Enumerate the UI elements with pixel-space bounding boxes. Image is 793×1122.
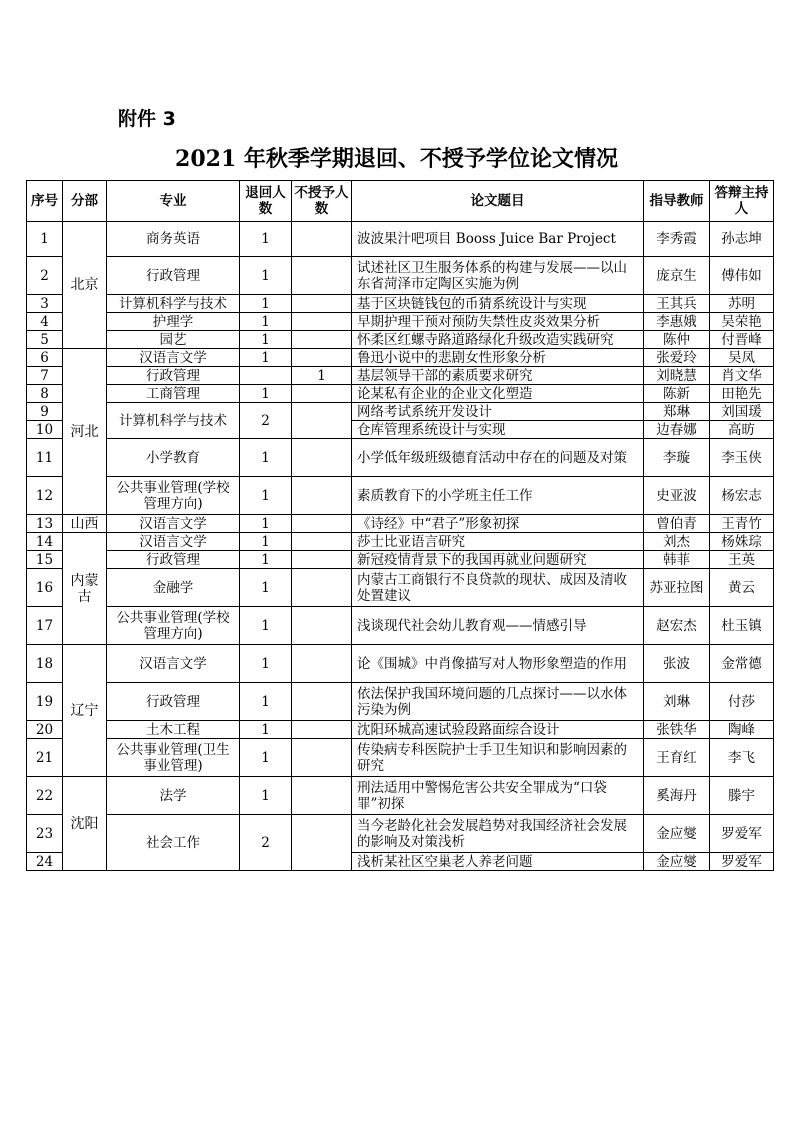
denied-count: 1	[292, 367, 352, 385]
thesis-title: 传染病专科医院护士手卫生知识和影响因素的研究	[352, 739, 644, 777]
returned-count: 2	[240, 403, 292, 439]
advisor-cell: 曾伯青	[644, 515, 710, 533]
thesis-title: 仓库管理系统设计与实现	[352, 421, 644, 439]
row-number: 11	[27, 439, 63, 477]
advisor-cell: 郑琳	[644, 403, 710, 421]
table-row	[27, 313, 774, 331]
host-cell: 金常德	[710, 645, 774, 683]
thesis-title: 试述社区卫生服务体系的构建与发展——以山东省菏泽市定陶区实施为例	[352, 257, 644, 295]
returned-count: 1	[240, 295, 292, 313]
denied-count	[292, 295, 352, 313]
host-cell: 孙志坤	[710, 222, 774, 257]
returned-count	[240, 367, 292, 385]
advisor-cell: 刘晓慧	[644, 367, 710, 385]
returned-count: 1	[240, 777, 292, 815]
major-cell: 土木工程	[107, 721, 240, 739]
table-row	[27, 367, 774, 385]
major-cell: 护理学	[107, 313, 240, 331]
row-number: 9	[27, 403, 63, 421]
thesis-title: 网络考试系统开发设计	[352, 403, 644, 421]
table-row	[27, 439, 774, 477]
row-number: 5	[27, 331, 63, 349]
row-number: 16	[27, 569, 63, 607]
returned-count: 1	[240, 349, 292, 367]
row-number: 8	[27, 385, 63, 403]
advisor-cell: 奚海丹	[644, 777, 710, 815]
advisor-cell: 金应燮	[644, 853, 710, 871]
row-number: 2	[27, 257, 63, 295]
advisor-cell: 赵宏杰	[644, 607, 710, 645]
returned-count: 1	[240, 607, 292, 645]
major-cell: 工商管理	[107, 385, 240, 403]
thesis-title: 莎士比亚语言研究	[352, 533, 644, 551]
returned-count: 1	[240, 385, 292, 403]
host-cell: 苏明	[710, 295, 774, 313]
advisor-cell: 李惠娥	[644, 313, 710, 331]
advisor-cell: 王其兵	[644, 295, 710, 313]
table-row	[27, 515, 774, 533]
major-cell: 公共事业管理(学校管理方向)	[107, 607, 240, 645]
row-number: 23	[27, 815, 63, 853]
denied-count	[292, 477, 352, 515]
returned-count: 1	[240, 721, 292, 739]
major-cell: 金融学	[107, 569, 240, 607]
branch-cell: 河北	[63, 349, 107, 515]
denied-count	[292, 313, 352, 331]
host-cell: 杨姝琮	[710, 533, 774, 551]
denied-count	[292, 533, 352, 551]
advisor-cell: 陈新	[644, 385, 710, 403]
returned-count: 1	[240, 331, 292, 349]
returned-count: 1	[240, 683, 292, 721]
table-row	[27, 533, 774, 551]
table-row	[27, 721, 774, 739]
denied-count	[292, 331, 352, 349]
thesis-title: 波波果汁吧项目 Booss Juice Bar Project	[352, 222, 644, 257]
row-number: 24	[27, 853, 63, 871]
header-no: 序号	[27, 181, 63, 222]
attachment-label: 附件 3	[118, 108, 176, 130]
table-row	[27, 331, 774, 349]
major-cell: 行政管理	[107, 683, 240, 721]
table-row	[27, 645, 774, 683]
row-number: 21	[27, 739, 63, 777]
advisor-cell: 李璇	[644, 439, 710, 477]
returned-count: 1	[240, 222, 292, 257]
host-cell: 付莎	[710, 683, 774, 721]
host-cell: 吴凤	[710, 349, 774, 367]
denied-count	[292, 721, 352, 739]
header-host: 答辩主持人	[710, 181, 774, 222]
advisor-cell: 陈仲	[644, 331, 710, 349]
table-header-row	[27, 181, 774, 222]
table-row	[27, 815, 774, 853]
major-cell: 计算机科学与技术	[107, 403, 240, 439]
host-cell: 罗爱军	[710, 853, 774, 871]
table-row	[27, 222, 774, 257]
denied-count	[292, 385, 352, 403]
row-number: 22	[27, 777, 63, 815]
header-returned: 退回人数	[240, 181, 292, 222]
row-number: 19	[27, 683, 63, 721]
table-row	[27, 349, 774, 367]
thesis-title: 内蒙古工商银行不良贷款的现状、成因及清收处置建议	[352, 569, 644, 607]
thesis-title: 刑法适用中警惕危害公共安全罪成为“口袋罪”初探	[352, 777, 644, 815]
host-cell: 刘国瑗	[710, 403, 774, 421]
header-denied: 不授予人数	[292, 181, 352, 222]
thesis-title: 小学低年级班级德育活动中存在的问题及对策	[352, 439, 644, 477]
major-cell: 商务英语	[107, 222, 240, 257]
branch-cell: 辽宁	[63, 645, 107, 777]
major-cell: 汉语言文学	[107, 533, 240, 551]
denied-count	[292, 349, 352, 367]
major-cell: 汉语言文学	[107, 349, 240, 367]
row-number: 12	[27, 477, 63, 515]
denied-count	[292, 551, 352, 569]
row-number: 17	[27, 607, 63, 645]
row-number: 4	[27, 313, 63, 331]
major-cell: 计算机科学与技术	[107, 295, 240, 313]
returned-count: 1	[240, 551, 292, 569]
row-number: 13	[27, 515, 63, 533]
returned-count: 1	[240, 515, 292, 533]
host-cell: 王英	[710, 551, 774, 569]
returned-count: 1	[240, 477, 292, 515]
host-cell: 杨宏志	[710, 477, 774, 515]
table-row	[27, 739, 774, 777]
thesis-title: 依法保护我国环境问题的几点探讨——以水体污染为例	[352, 683, 644, 721]
advisor-cell: 庞京生	[644, 257, 710, 295]
host-cell: 田艳先	[710, 385, 774, 403]
thesis-title: 早期护理干预对预防失禁性皮炎效果分析	[352, 313, 644, 331]
thesis-title: 《诗经》中“君子”形象初探	[352, 515, 644, 533]
thesis-table	[26, 180, 774, 871]
header-thesis: 论文题目	[352, 181, 644, 222]
host-cell: 李玉侠	[710, 439, 774, 477]
thesis-title: 论某私有企业的企业文化塑造	[352, 385, 644, 403]
table-row	[27, 607, 774, 645]
row-number: 10	[27, 421, 63, 439]
thesis-title: 新冠疫情背景下的我国再就业问题研究	[352, 551, 644, 569]
advisor-cell: 韩菲	[644, 551, 710, 569]
returned-count: 1	[240, 569, 292, 607]
returned-count: 2	[240, 815, 292, 871]
thesis-title: 浅谈现代社会幼儿教育观——情感引导	[352, 607, 644, 645]
returned-count: 1	[240, 439, 292, 477]
table-row	[27, 257, 774, 295]
thesis-title: 沈阳环城高速试验段路面综合设计	[352, 721, 644, 739]
thesis-title: 基于区块链钱包的币猜系统设计与实现	[352, 295, 644, 313]
denied-count	[292, 439, 352, 477]
major-cell: 公共事业管理(卫生事业管理)	[107, 739, 240, 777]
header-major: 专业	[107, 181, 240, 222]
header-branch: 分部	[63, 181, 107, 222]
host-cell: 李飞	[710, 739, 774, 777]
denied-count	[292, 607, 352, 645]
table-row	[27, 295, 774, 313]
advisor-cell: 张爱玲	[644, 349, 710, 367]
row-number: 7	[27, 367, 63, 385]
table-row	[27, 569, 774, 607]
denied-count	[292, 569, 352, 607]
table-row	[27, 551, 774, 569]
header-advisor: 指导教师	[644, 181, 710, 222]
advisor-cell: 李秀霞	[644, 222, 710, 257]
row-number: 20	[27, 721, 63, 739]
denied-count	[292, 815, 352, 871]
major-cell: 汉语言文学	[107, 645, 240, 683]
major-cell: 行政管理	[107, 257, 240, 295]
advisor-cell: 苏亚拉图	[644, 569, 710, 607]
advisor-cell: 刘琳	[644, 683, 710, 721]
major-cell: 汉语言文学	[107, 515, 240, 533]
major-cell: 园艺	[107, 331, 240, 349]
thesis-title: 当今老龄化社会发展趋势对我国经济社会发展的影响及对策浅析	[352, 815, 644, 853]
branch-cell: 山西	[63, 515, 107, 533]
host-cell: 王青竹	[710, 515, 774, 533]
branch-cell: 沈阳	[63, 777, 107, 871]
host-cell: 罗爱军	[710, 815, 774, 853]
thesis-title: 素质教育下的小学班主任工作	[352, 477, 644, 515]
returned-count: 1	[240, 739, 292, 777]
returned-count: 1	[240, 313, 292, 331]
denied-count	[292, 403, 352, 439]
major-cell: 行政管理	[107, 551, 240, 569]
thesis-title: 怀柔区红螺寺路道路绿化升级改造实践研究	[352, 331, 644, 349]
host-cell: 滕宇	[710, 777, 774, 815]
document-title: 2021 年秋季学期退回、不授予学位论文情况	[175, 146, 618, 172]
denied-count	[292, 222, 352, 257]
host-cell: 高昉	[710, 421, 774, 439]
advisor-cell: 史亚波	[644, 477, 710, 515]
host-cell: 黄云	[710, 569, 774, 607]
row-number: 3	[27, 295, 63, 313]
advisor-cell: 刘杰	[644, 533, 710, 551]
advisor-cell: 张铁华	[644, 721, 710, 739]
table-row	[27, 777, 774, 815]
returned-count: 1	[240, 257, 292, 295]
table-row	[27, 683, 774, 721]
table-row	[27, 403, 774, 421]
denied-count	[292, 257, 352, 295]
major-cell: 小学教育	[107, 439, 240, 477]
denied-count	[292, 683, 352, 721]
host-cell: 肖文华	[710, 367, 774, 385]
denied-count	[292, 515, 352, 533]
row-number: 14	[27, 533, 63, 551]
denied-count	[292, 645, 352, 683]
denied-count	[292, 777, 352, 815]
host-cell: 付晋峰	[710, 331, 774, 349]
denied-count	[292, 739, 352, 777]
host-cell: 吴荣艳	[710, 313, 774, 331]
row-number: 15	[27, 551, 63, 569]
branch-cell: 北京	[63, 222, 107, 349]
thesis-title: 浅析某社区空巢老人养老问题	[352, 853, 644, 871]
table-row	[27, 477, 774, 515]
returned-count: 1	[240, 533, 292, 551]
major-cell: 行政管理	[107, 367, 240, 385]
host-cell: 陶峰	[710, 721, 774, 739]
thesis-title: 论《围城》中肖像描写对人物形象塑造的作用	[352, 645, 644, 683]
row-number: 18	[27, 645, 63, 683]
major-cell: 社会工作	[107, 815, 240, 871]
advisor-cell: 边春娜	[644, 421, 710, 439]
returned-count: 1	[240, 645, 292, 683]
major-cell: 公共事业管理(学校管理方向)	[107, 477, 240, 515]
row-number: 6	[27, 349, 63, 367]
advisor-cell: 王育红	[644, 739, 710, 777]
row-number: 1	[27, 222, 63, 257]
table-row	[27, 385, 774, 403]
thesis-title: 基层领导干部的素质要求研究	[352, 367, 644, 385]
advisor-cell: 金应燮	[644, 815, 710, 853]
advisor-cell: 张波	[644, 645, 710, 683]
host-cell: 杜玉镇	[710, 607, 774, 645]
branch-cell: 内蒙古	[63, 533, 107, 645]
host-cell: 傅伟如	[710, 257, 774, 295]
major-cell: 法学	[107, 777, 240, 815]
thesis-title: 鲁迅小说中的悲剧女性形象分析	[352, 349, 644, 367]
